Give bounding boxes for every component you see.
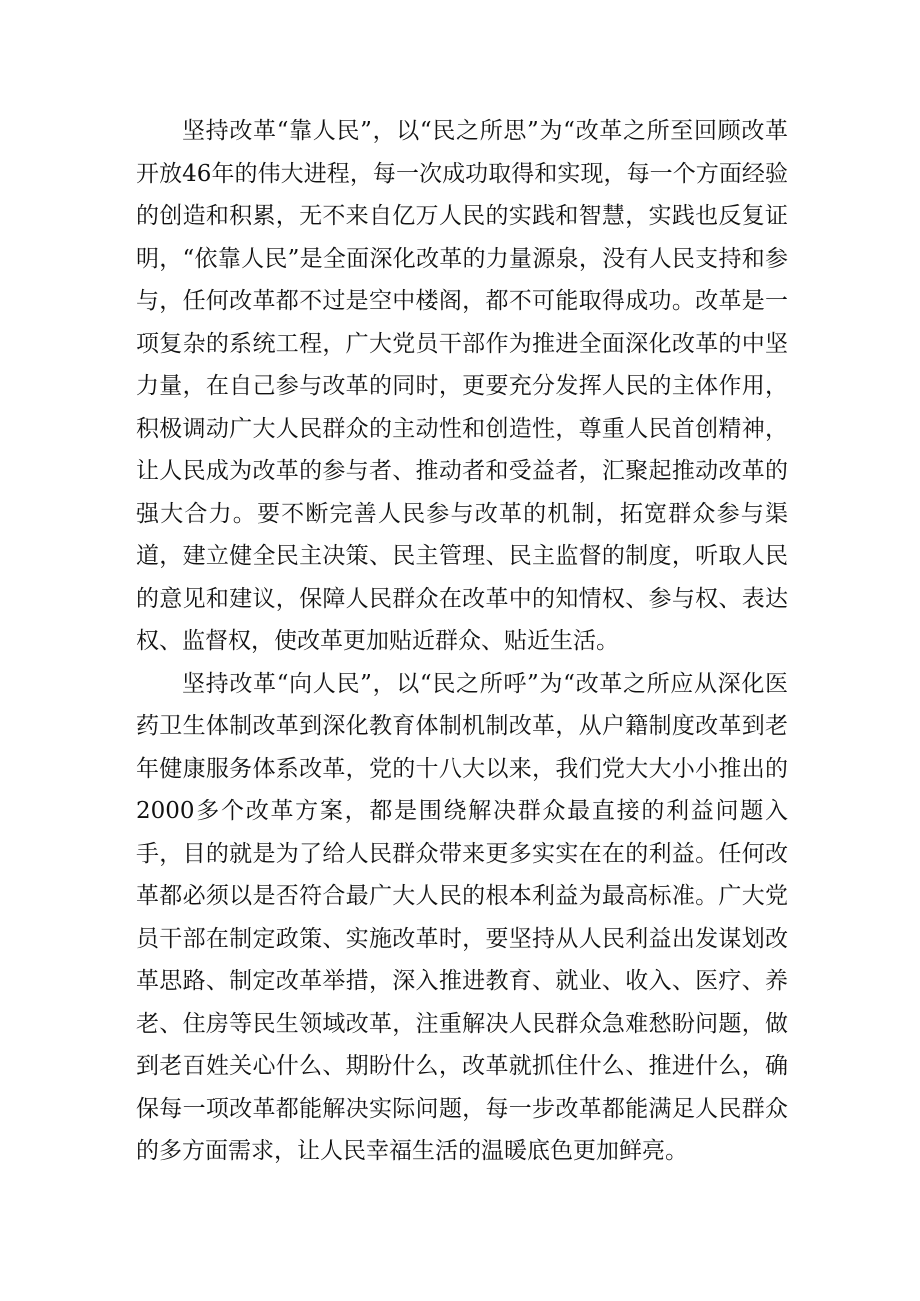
document-body <box>136 110 788 1173</box>
paragraph-for-the-people: 坚持改革“向人民”，以“民之所呼”为“改革之所应从深化医药卫生体制改革到深化教育体制机制改革，从户籍制度改革到老年健康服务体系改革，党的十八大以来，我们党大大小小推出的2000多个改革方案，都是围绕解决群众最直接的利益问题入手，目的就是为了给人民群众带来更多实实在在的利益。任何改革都必须以是否符合最广大人民的根本利益为最高标准。广大党员干部在制定政策、实施改革时，要坚持从人民利益出发谋划改革思路、制定改革举措，深入推进教育、就业、收入、医疗、养老、住房等民生领域改革，注重解决人民群众急难愁盼问题，做到老百姓关心什么、期盼什么，改革就抓住什么、推进什么，确保每一项改革都能解决实际问题，每一步改革都能满足人民群众的多方面需求，让人民幸福生活的温暖底色更加鲜亮。 <box>136 670 788 1164</box>
paragraph-rely-on-people: 坚持改革“靠人民”，以“民之所思”为“改革之所至回顾改革开放46年的伟大进程，每一次成功取得和实现，每一个方面经验的创造和积累，无不来自亿万人民的实践和智慧，实践也反复证明，“依靠人民”是全面深化改革的力量源泉，没有人民支持和参与，任何改革都不过是空中楼阁，都不可能取得成功。改革是一项复杂的系统工程，广大党员干部作为推进全面深化改革的中坚力量，在自己参与改革的同时，更要充分发挥人民的主体作用，积极调动广大人民群众的主动性和创造性，尊重人民首创精神，让人民成为改革的参与者、推动者和受益者，汇聚起推动改革的强大合力。要不断完善人民参与改革的机制，拓宽群众参与渠道，建立健全民主决策、民主管理、民主监督的制度，听取人民的意见和建议，保障人民群众在改革中的知情权、参与权、表达权、监督权，使改革更加贴近群众、贴近生活。 <box>136 118 788 654</box>
